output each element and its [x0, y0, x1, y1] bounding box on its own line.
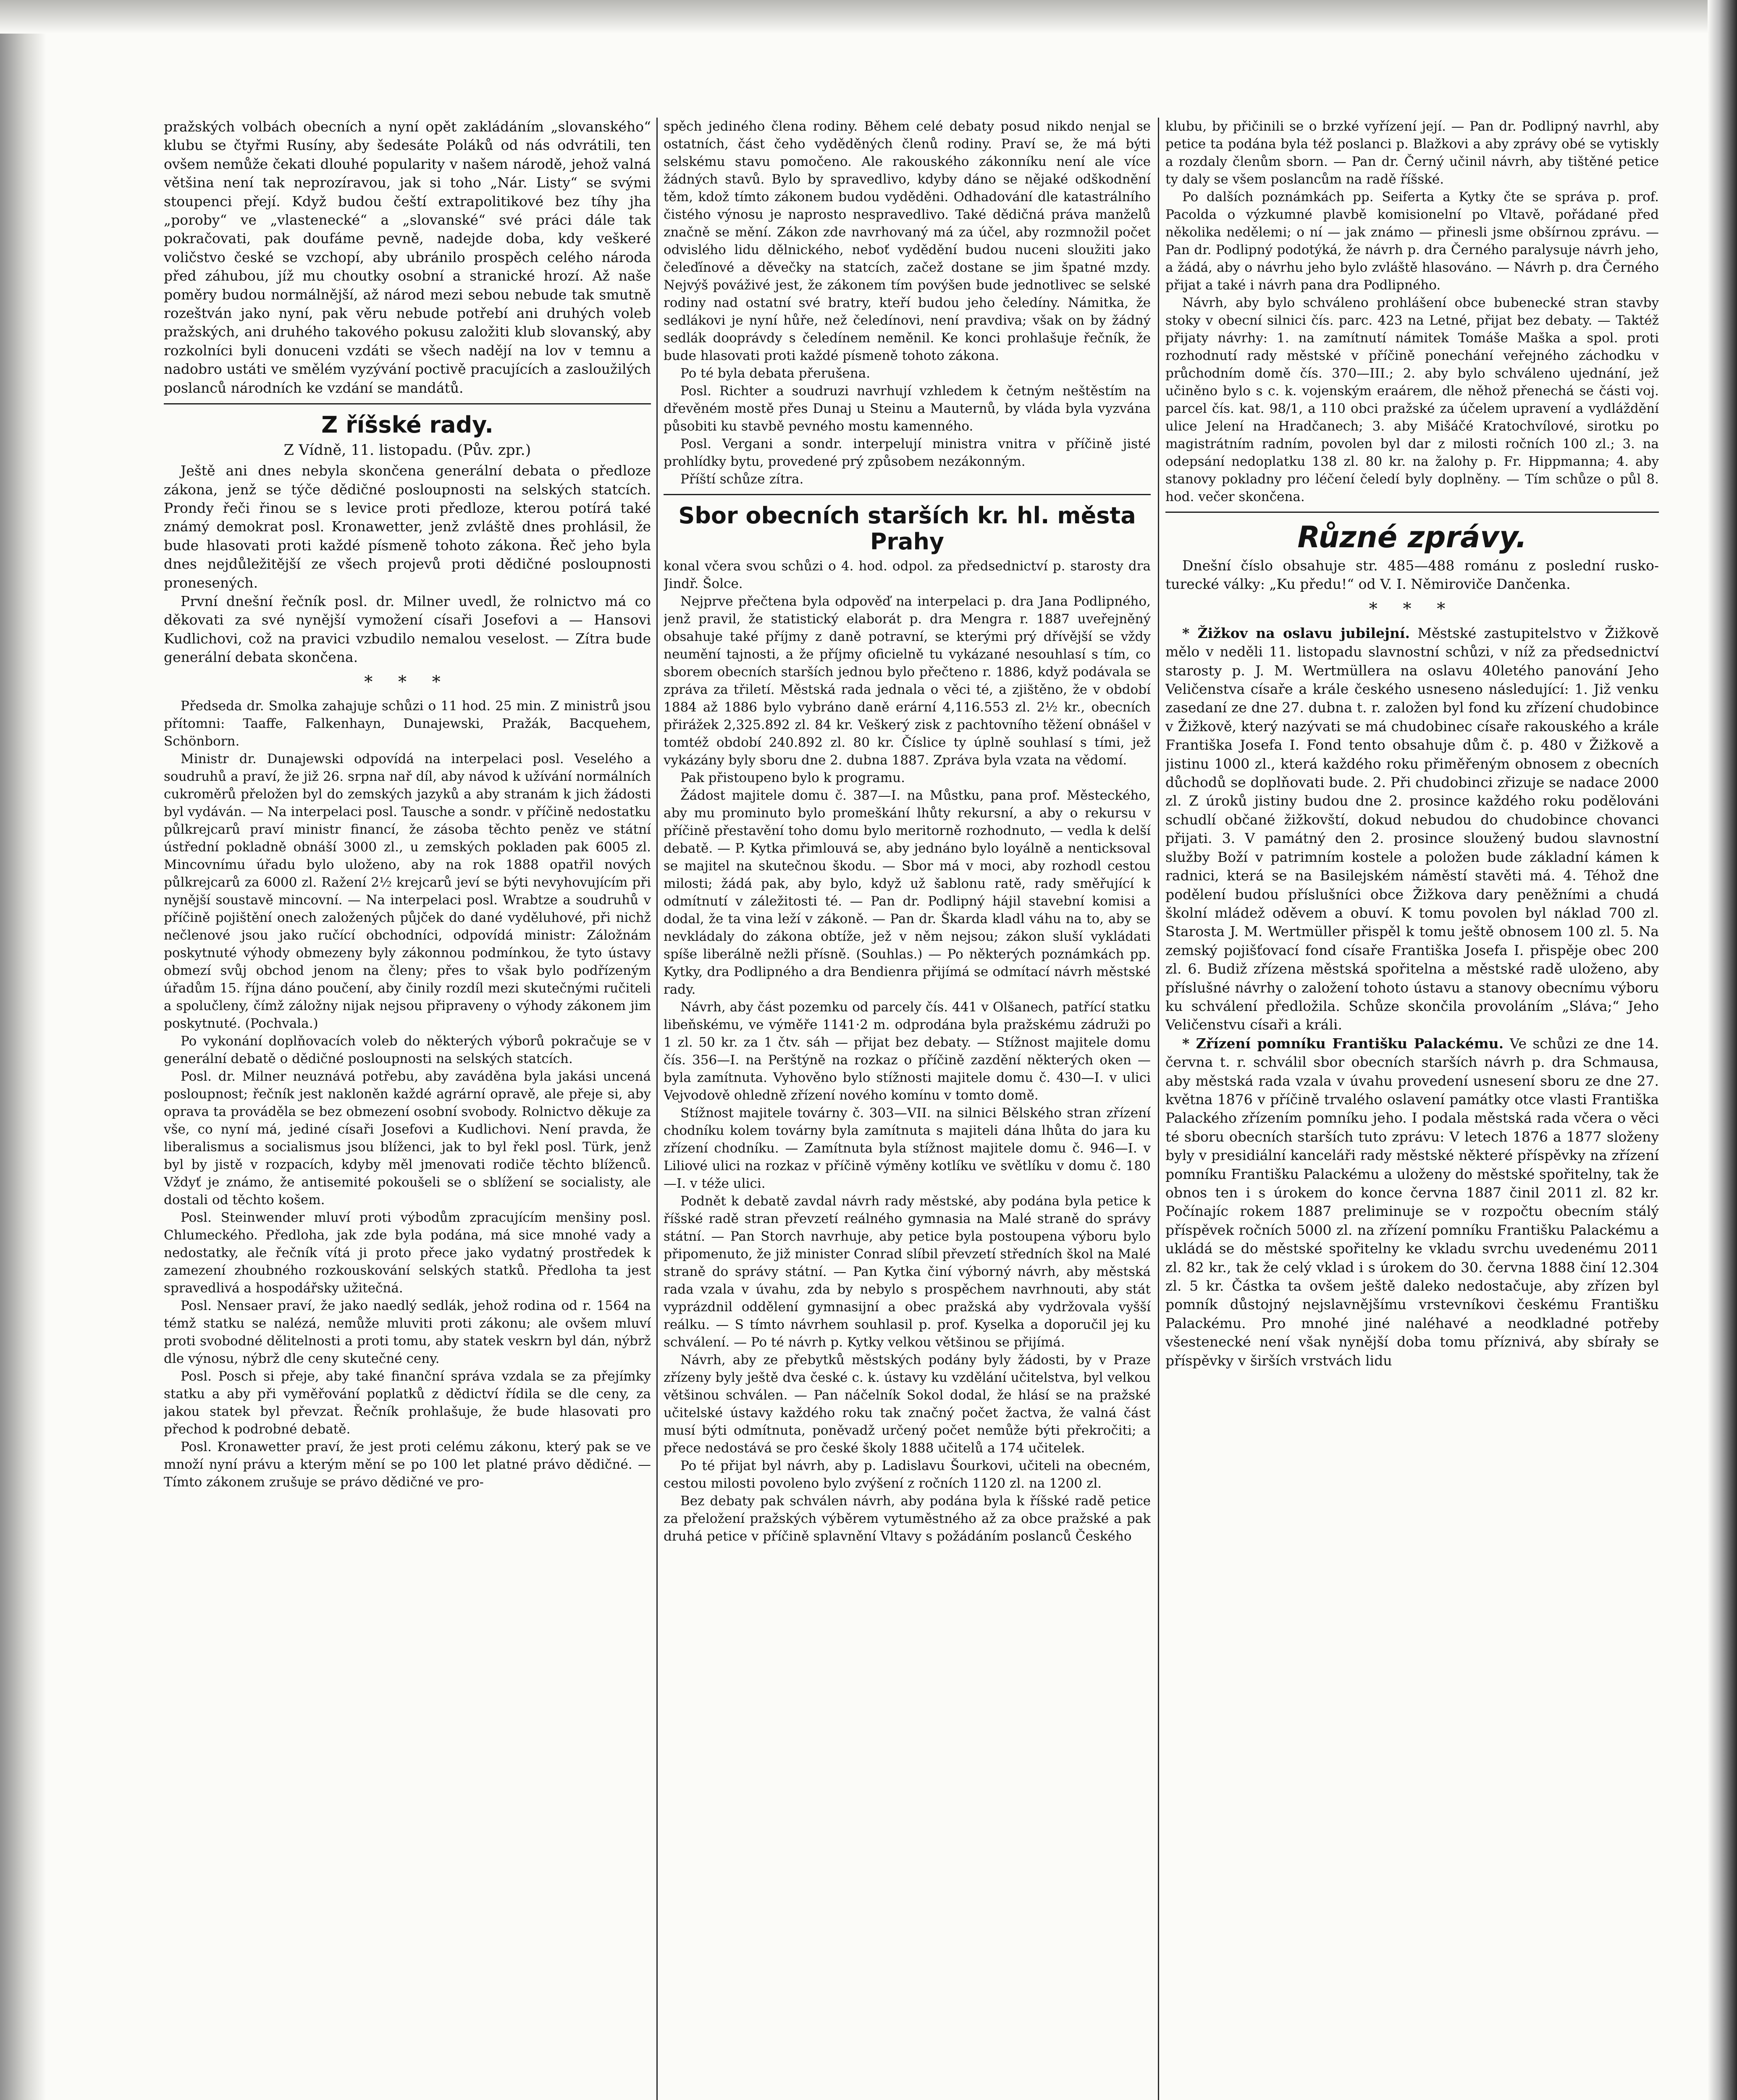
- dateline: Z Vídně, 11. listopadu. (Pův. zpr.): [283, 442, 531, 459]
- paragraph: Žádost majitele domu č. 387—I. na Můstku, pana prof. Městeckého, aby mu prominuto bylo promeškání lhůty rekursní, a aby o rekursu v příčině přestavění toho domu bylo meritorně rozhodnuto, — vedla k delší debatě. — P. Kytka přimlouvá se, aby jednáno bylo loyálně a nenticksoval se majitel na skutečnou škodu. — Sbor má v moci, aby rozhodl cestou milosti; žádá pak, aby bylo, když už šablonu ratě, rady směřující k odmítnutí v záležitosti té. — Pan dr. Podlipný hájil stavební komisi a dodal, že ta vina leží v zákoně. — Pan dr. Škarda kladl váhu na to, aby se nevkládaly do zákona obtíže, jež v něm nejsou; zákon sluší vykládati spíše liberálně nežli přísně. (Souhlas.) — Po některých poznámkách pp. Kytky, dra Podlipného a dra Bendienra přijímá se odmítací návrh městské rady.: [664, 788, 1151, 997]
- paragraph: Posl. Nensaer praví, že jako naedlý sedlák, jehož rodina od r. 1564 na témž statku se nalézá, nemůže mluviti proti zákonu; ale ovšem mluví proti svobodné dělitelnosti a proti tomu, aby statek veskrn byl dán, nýbrž dle výnosu, nýbrž dle ceny skutečné ceny.: [164, 1298, 651, 1366]
- paragraph: klubu, by přičinili se o brzké vyřízení její. — Pan dr. Podlipný navrhl, aby petice ta podána byla též poslanci p. Blažkovi a aby zprávy obé se vytiskly a rozdaly členům sborn. — Pan dr. Černý učinil návrh, aby tištěné petice ty daly se všem poslancům na radě říšské.: [1165, 119, 1659, 187]
- column-rule-1: [656, 118, 658, 2100]
- paragraph: Návrh, aby bylo schváleno prohlášení obce bubenecké stran stavby stoky v obecní silnici čís. parc. 423 na Letné, přijat bez debaty. — Taktéž přijaty návrhy: 1. na zamítnutí námitek Tomáše Maška a spol. proti rozhodnutí rady městské v příčině ponechání veřejného záchodku v průchodním domě čís. 370—III.; 2. aby bylo schváleno ujednání, jež učiněno bylo s c. k. vojenským eraárem, dle něhož přenechá se části voj. parcel čís. kat. 98/1, a 110 obci pražské za účelem upravení a vydláždění ulice Jelení na Hradčanech; 3. aby Mišáčé Kratochvílové, sirotku po magistrátním radním, povolen byl dar z milosti ročních 100 zl.; 3. na odepsání nedoplatku 138 zl. 80 kr. na žalohy p. Fr. Hippmanna; 4. aby stanovy pokladny pro léčení čeledí byly doplněny. — Tím schůze o půl 8. hod. večer skončena.: [1165, 295, 1659, 504]
- paragraph: Posl. Vergani a sondr. interpelují ministra vnitra v příčině jisté prohlídky bytu, provedené prý způsobem nezákonným.: [664, 436, 1151, 469]
- paragraph: spěch jediného člena rodiny. Během celé debaty posud nikdo nenjal se ostatních, část čeho vyděděných členů rodiny. Praví se, že má býti selskému stavu pomočeno. Ale rakouského zákonníku není ale více žádných stavů. Bylo by spravedlivo, kdyby dáno se nějaké odškodnění těm, kdož tímto zákonem budou vyděděni. Odhadování dle katastrálního čistého výnosu je naprosto nespravedlivo. Také dědičná práva manželů značně se mění. Zákon zde navrhovaný má za účel, aby rozmnožil počet odvislého lidu dělnického, neboť vydědění budou nuceni sloužiti jako čeleďínové a děvečky na statcích, začež dostane se jim špatné mzdy. Nejvýš pováživé jest, že zákonem tím povýšen bude jednotlivec se selské rodiny nad ostatní své bratry, kteří budou jeho čeledíny. Námitka, že sedlákovi je nyní hůře, než čeledínovi, není pravdiva; však on by žádný sedlák dooprávdy s čeledínem neměnil. Ke konci prohlašuje řečník, že bude hlasovati proti každé písmeně tohoto zákona.: [664, 119, 1151, 363]
- paragraph: Po té byla debata přerušena.: [680, 366, 871, 381]
- column-3: [1165, 118, 1659, 2100]
- paragraph: Bez debaty pak schválen návrh, aby podána byla k říšské radě petice za přeložení pražských výběrem vytuměstného až za obce pražské a pak druhá petice v příčině splavnění Vltavy s požádáním poslanců Českého: [664, 1494, 1151, 1544]
- paragraph: První dnešní řečník posl. dr. Milner uvedl, že rolnictvo má co děkovati za své nynější vymožení císaři Josefovi a — Hansovi Kudlichovi, což na pravici vzbudilo nemalou veselost. — Zítra bude generální debata skončena.: [164, 593, 651, 666]
- paragraph: Předseda dr. Smolka zahajuje schůzi o 11 hod. 25 min. Z ministrů jsou přítomni: Taaffe, Falkenhayn, Dunajewski, Pražák, Bacquehem, Schönborn.: [164, 698, 651, 749]
- paragraph: Návrh, aby ze přebytků městských podány byly žádosti, by v Praze zřízeny byly ještě dva české c. k. ústavy ku vzdělání učitelstva, byl velkou většinou schválen. — Pan náčelník Sokol dodal, že hlásí se na pražské učitelské ústavy každého roku tak značný počet žactva, že valná část musí býti odmítnuta, poněvadž určený počet nemůže býti překročiti; a přece nedostává se pro české školy 1888 učitelů a 174 učitelek.: [664, 1352, 1151, 1456]
- paragraph: Posl. Posch si přeje, aby také finanční správa vzdala se za přejímky statku a aby při vyměřování poplatků z dědictví řídila se dle ceny, za jakou statek byl převzat. Řečník prohlašuje, že bude hlasovati pro přechod k podrobné debatě.: [164, 1368, 651, 1437]
- paragraph: Stížnost majitele továrny č. 303—VII. na silnici Bělského stran zřízení chodníku kolem továrny byla zamítnuta s majiteli dána lhůta do jara ku zřízení chodníku. — Zamítnuta byla stížnost majitele domu č. 946—I. v Liliové ulici na rozkaz v příčině výměny kotlíku ve světlíku v domu č. 180—I. v téže ulici.: [664, 1105, 1151, 1191]
- paragraph: Po vykonání doplňovacích voleb do některých výborů pokračuje se v generální debatě o dědičné posloupnosti na selských statcích.: [164, 1033, 651, 1066]
- paragraph: Posl. dr. Milner neuznává potřebu, aby zaváděna byla jakási uncená posloupnost; řečník jest nakloněn každé agrární opravě, ale přeje si, aby oprava ta prováděla se bez obmezení osobní svobody. Rolnictvo děkuje za vše, co nyní má, jediné císaři Josefovi a Kudlichovi. Není pravda, že liberalismus a socialismus jsou blíženci, jak to byl řekl posl. Türk, jenž byl by jistě v rozpacích, kdyby měl jmenovati rodiče těchto blíženců. Vždyť je známo, že antisemité pokoušeli se o sblížení se socialisty, ale dostali od těchto košem.: [164, 1068, 651, 1208]
- news-item-body: Ve schůzi ze dne 14. června t. r. schválil sbor obecních starších návrh p. dra Schmausa, aby městská rada vzala v úvahu provedení usnesení sboru ze dne 27. května 1876 v příčině trvalého oslavení památky otce vlasti Františka Palackého zřízením pomníku jeho. I podala městská rada včera o věci té sboru obecních starších tuto zprávu: V letech 1876 a 1877 složeny byly v presidiální kanceláři rady městské některé příspěvky na zřízení pomníku Františku Palackému a uloženy do městské spořitelny, tak že obnos ten i s úrokem do konce června 1887 činil 2011 zl. 82 kr. Počínajíc rokem 1887 preliminuje se v rozpočtu obecním stálý příspěvek ročních 5000 zl. na zřízení pomníku Františku Palackému a ukládá se do městské spořitelny ke vkladu svrchu uvedenému 2011 zl. 82 kr., tak že celý vklad i s úrokem do 30. června 1888 činí 12.304 zl. 5 kr. Částka ta ovšem ještě daleko nedostačuje, aby zřízen byl pomník důstojný nejslavnějšímu vrstevníkovi českému Františku Palackému. Pro mnohé jiné naléhavé a neodkladné potřeby všestenecké není však nynější doba tomu příznivá, aby sbírały se příspěvky v širších vrstvách lidu: [1165, 1035, 1659, 1369]
- paragraph: Posl. Richter a soudruzi navrhují vzhledem k četným neštěstím na dřevěném mostě přes Dunaj u Steinu a Mauternů, by vláda byla vyzvána působiti ku stavbě pevného mostu kamenného.: [664, 383, 1151, 434]
- paragraph: Podnět k debatě zavdal návrh rady městské, aby podána byla petice k říšské radě stran převzetí reálného gymnasia na Malé straně do správy státní. — Pan Storch navrhuje, aby petice byla postoupena výboru bylo připomenuto, že již minister Conrad slíbil převzetí středních škol na Malé straně do správy státní. — Pan Kytka činí výborný návrh, aby městská rada vzala v úvahu, zda by nebylo s prospěchem navrhnouti, aby stát vyprázdnil oddělení gymnasijní a obec pražská aby vydržovala vyšší reálku. — S tímto návrhem souhlasil p. prof. Kyselka a doporučil jej ku schválení. — Po té návrh p. Kytky velkou většinou se přijímá.: [664, 1194, 1151, 1350]
- section-title-rada: Z říšské rady.: [321, 412, 493, 438]
- column-1: [164, 118, 651, 2100]
- paragraph: konal včera svou schůzi o 4. hod. odpol. za předsednictví p. starosty dra Jindř. Šolce.: [664, 559, 1151, 591]
- news-item-headline: * Žižkov na oslavu jubilejní.: [1182, 625, 1410, 641]
- paragraph: Po té přijat byl návrh, aby p. Ladislavu Šourkovi, učiteli na obecném, cestou milosti povoleno bylo zvýšení z ročních 1120 zl. na 1200 zl.: [664, 1458, 1151, 1491]
- paragraph: pražských volbách obecních a nyní opět zakládáním „slovanského“ klubu se čtyřmi Rusíny, aby šedesáte Poláků od nás odvrátili, ten ovšem nemůže čekati dlouhé popularity v našem národě, jehož valná většina není tak neprozíravou, jak si toho „Nár. Listy“ se svými stoupenci přejí. Když budou čeští extrapolitikové bez tíhy jha „poroby“ ve „vlastenecké“ a „slovanské“ své práci dále tak pokračovati, pak doufáme pevně, nadejde doba, kdy veškeré voličstvo české se vzchopí, aby ubránilo prospěch celého národa před záhubou, jíž mu choutky osobní a stranické hrozí. Až naše poměry budou normálnější, až národ mezi sebou nebude tak smutně rozeštván jako nyní, pak věru nebude potřebí ani druhých voleb pražských, ani druhého takového pokusu založiti klub slovanský, aby rozkolníci byli donuceni vzdáti se všech nadějí na lov v temnu a nadobro ustáti ve smělém vyzývání poctivě pracujících a zasloužilých poslanců národních ke vzdání se mandátů.: [164, 118, 651, 396]
- paragraph: Návrh, aby část pozemku od parcely čís. 441 v Olšanech, patřící statku libeňskému, ve výměře 1141·2 m. odprodána byla pražskému zádruži po 1 zl. 50 kr. za 1 čtv. sáh — přijat bez debaty. — Stížnost majitele domu čís. 356—I. na Perštýně na rozkaz o příčině zazdění některých oken — byla zamítnuta. Vyhověno bylo stížnosti majitele domu č. 430—I. v ulici Vejvodově ohledně zřízení nového komínu v tomto domě.: [664, 1000, 1151, 1103]
- news-item-headline: * Zřízení pomníku Františku Palackému.: [1182, 1035, 1504, 1052]
- paragraph: Po dalších poznámkách pp. Seiferta a Kytky čte se správa p. prof. Pacolda o výzkumné plavbě komisionelní po Vltavě, pořádané před několika nedělemi; o ní — jak známo — přinesli jsme obšírnou zprávu. — Pan dr. Podlipný podotýká, že návrh p. dra Černého paralysuje návrh jeho, a žádá, aby o návrhu jeho bylo zvláště hlasováno. — Návrh p. dra Černého přijat a také i návrh pana dra Podlipného.: [1165, 189, 1659, 293]
- paragraph: Posl. Kronawetter praví, že jest proti celému zákonu, který pak se ve množí nyní právu a kterým mění se po 100 let platné právo dědičné. — Tímto zákonem zrušuje se právo dědičné ve pro-: [164, 1439, 651, 1490]
- scan-edge-right: [1708, 0, 1737, 2100]
- paragraph: Ministr dr. Dunajewski odpovídá na interpelaci posl. Veselého a soudruhů a praví, že již 26. srpna nař díl, aby návod k užívání normálních cukroměrů přeložen byl do zemských jazyků a aby stranám k jich žádosti byl vydáván. — Na interpelaci posl. Tausche a sondr. v příčině nedostatku půlkrejcarů praví ministr financí, že zásoba těchto peněz ve státní ústřední pokladně obnáší 3000 zl., u zemských pokladen pak 6005 zl. Mincovnímu úřadu bylo uloženo, aby na rok 1888 opatřil nových půlkrejcarů za 6000 zl. Ražení 2¹⁄₂ krejcarů jeví se býti nevyhovujícím při nynější soustavě mincovní. — Na interpelaci posl. Wrabtze a soudruhů v příčině pojištění onech založených půjček do dané vyděluhové, při nichž nečlenové jsou jako ručící obchodníci, odpovídá ministr: Záložnám poskytnuté výhody obmezeny byly zákonnou podmínkou, že tyto ústavy obmezí svůj obchod jenom na členy; přes to však bylo podřízeným úřadům 15. října dáno poučení, aby činily rozdíl mezi skutečnými ručiteli a spolučleny, čímž záložny nijak nejsou připraveny o výhody zákonem jim poskytnuté. (Pochvala.): [164, 751, 651, 1031]
- divider: [1165, 512, 1659, 513]
- paragraph: Dnešní číslo obsahuje str. 485—488 románu z poslední rusko-turecké války: „Ku předu!“ od V. I. Němiroviče Dančenka.: [1165, 557, 1659, 593]
- paragraph: Příští schůze zítra.: [680, 472, 804, 487]
- divider: [164, 403, 651, 404]
- divider: [664, 494, 1151, 495]
- section-title-sbor: Sbor obecních starších kr. hl. města Prahy: [678, 502, 1136, 555]
- paragraph: Posl. Steinwender mluví proti výbodům zpracujícím menšiny posl. Chlumeckého. Předloha, jak zde byla podána, má sice mnohé vady a nedostatky, ale řečník vítá ji proto přece jako vydatný prostředek k zamezení zhoubného rozkouskování selských statků. Předloha ta jest spravedlivá a hospodářsky užitečná.: [164, 1210, 651, 1296]
- paragraph: Pak přistoupeno bylo k programu.: [680, 770, 905, 785]
- column-rule-2: [1158, 118, 1159, 2100]
- section-stars: * * *: [1369, 599, 1456, 619]
- scan-edge-top: [0, 0, 1737, 34]
- news-item-body: Městské zastupitelstvo v Žižkově mělo v neděli 11. listopadu slavnostní schůzi, v níž za předsednictví starosty p. J. M. Wertmüllera na oslavu 40letého panování Jeho Veličenstva císaře a krále českého usneseno následující: 1. Již venku zasedaní ze dne 27. dubna t. r. založen byl fond ku zřízení chudobince v Žižkově, který nazývati se má chudobinec císaře rakouského a krále Františka Josefa I. Fond tento obsahuje dům č. p. 480 v Žižkově a jistinu 1000 zl., která každého roku přiměřeným obnosem z obecních důchodů se doplňovati bude. 2. Při chudobinci zřizuje se nadace 2000 zl. Z úroků jistiny budou dne 2. prosince každého roku podělováni schudlí občané žižkovští, dokud nebudou do chudobince chovanci přijati. 3. V památný den 2. prosince sloužený budou slavnostní služby Boží v patrimním kostele a položen bude základní kámen k radnici, která se na Basilejském náměstí stavěti má. 4. Téhož dne podělení budou příslušníci obce Žižkova dary peněžními a chudá školní mládež oděvem a obuví. K tomu povolen byl náklad 700 zl. Starosta J. M. Wertmüller přispěl k tomu ještě obnosem 100 zl. 5. Na zemský pojišťovací fond císaře Františka Josefa I. přispěje obec 200 zl. 6. Budiž zřízena městská spořitelna a městské radě uloženo, aby příslušné návrhy o založení tohoto ústavu a stanovy obecnímu výboru ku schválení předložila. Schůze skončila provoláním „Sláva;“ Jeho Veličenstvu císaři a králi.: [1165, 625, 1659, 1033]
- column-2: [664, 118, 1151, 2100]
- paragraph: Nejprve přečtena byla odpověď na interpelaci p. dra Jana Podlipného, jenž pravil, že statistický elaborát p. dra Mengra r. 1887 uveřejněný obsahuje také příjmy z daně potravní, se kterými prý dřívější se vždy neumění tajnosti, a že příjmy oficielně tu vykázané nesouhlasí s tím, co sborem obecních starších jednou bylo přečteno r. 1886, když podávala se zpráva za třiletí. Městská rada jednala o věci té, a zjištěno, že v období 1884 až 1886 bylo vybráno daně erární 4,116.553 zl. 2¹⁄₂ kr., obecních přirážek 2,325.892 zl. 84 kr. Veškerý zisk z pachtovního těžení obnášel v tomtéž období 240.892 zl. 80 kr. Číslice ty úplně souhlasí s tími, jež vykázány byly sboru dne 2. dubna 1887. Zpráva byla vzata na vědomí.: [664, 594, 1151, 768]
- section-title-zpravy: Různé zprávy.: [1297, 520, 1527, 554]
- scan-edge-left: [0, 0, 46, 2100]
- paragraph: Ještě ani dnes nebyla skončena generální debata o předloze zákona, jenž se týče dědičné posloupnosti na selských statcích. Prondy řeči řinou se s levice proti předloze, kterou potírá také známý demokrat posl. Kronawetter, jenž zvláště dnes prohlásil, že bude hlasovati proti každé písmeně tohoto zákona. Řeč jeho byla dnes nejdůležitější ze všech projevů proti dědičné posloupnosti pronesených.: [164, 462, 651, 591]
- section-stars: * * *: [364, 672, 451, 692]
